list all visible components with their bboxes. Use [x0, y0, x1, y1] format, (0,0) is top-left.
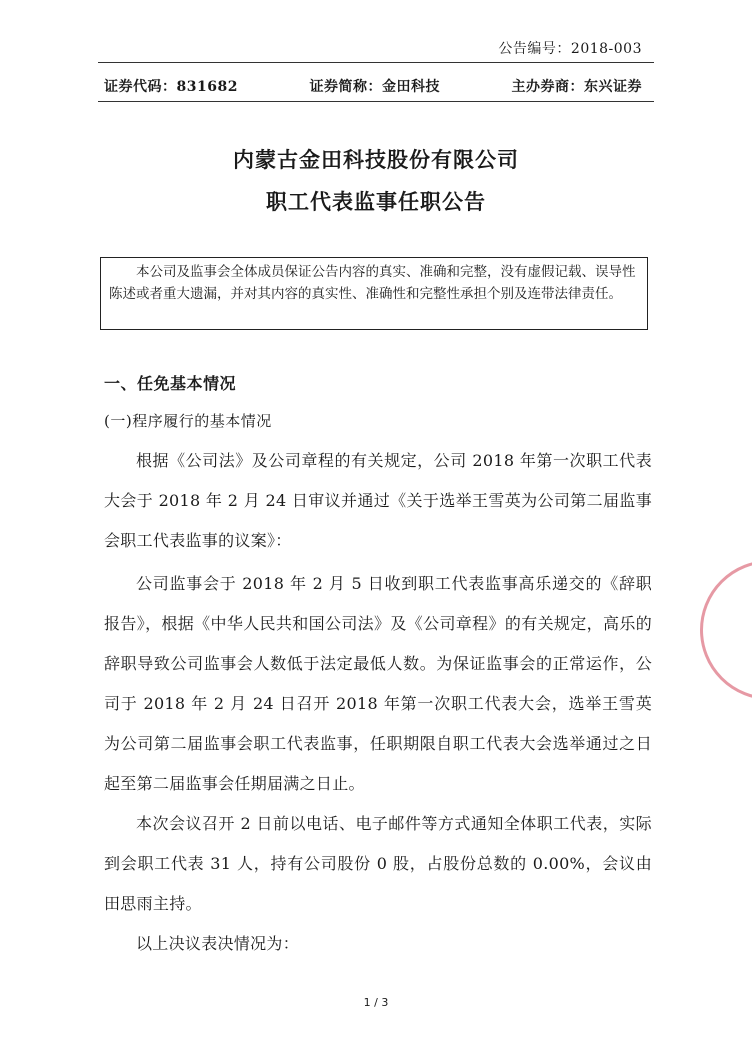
company-seal-stamp [700, 560, 752, 700]
company-title: 内蒙古金田科技股份有限公司 [233, 147, 519, 172]
paragraph: 本次会议召开 2 日前以电话、电子邮件等方式通知全体职工代表，实际到会职工代表 31 人，持有公司股份 0 股，占股份总数的 0.00%，会议由田思雨主持。 [104, 814, 652, 913]
paragraph: 公司监事会于 2018 年 2 月 5 日收到职工代表监事高乐递交的《辞职报告》，根据《中华人民共和国公司法》及《公司章程》的有关规定，高乐的辞职导致公司监事会人数低于法定最低人数。为保证监事会的正常运作，公司于 2018 年 2 月 24 日召开 2018 年第一次职工代表大会，选举王雪英为公司第二届监事会职工代表监事，任职期限自职工代表大会选举通过之日起至第二届监事会任期届满之日止。 [104, 574, 652, 793]
security-code: 证券代码：831682 [104, 79, 238, 95]
security-info-row [104, 76, 642, 96]
header-rule-top [98, 62, 654, 63]
security-abbreviation: 证券简称：金田科技 [309, 79, 440, 95]
paragraph: 以上决议表决情况为： [136, 934, 300, 953]
section-heading: 一、任免基本情况 [104, 374, 237, 393]
paragraph: 根据《公司法》及公司章程的有关规定，公司 2018 年第一次职工代表大会于 2018 年 2 月 24 日审议并通过《关于选举王雪英为公司第二届监事会职工代表监事的议案》： [104, 451, 652, 550]
header-rule-bottom [98, 101, 654, 102]
announcement-title: 职工代表监事任职公告 [266, 189, 486, 214]
sponsor-broker: 主办券商：东兴证券 [511, 79, 642, 95]
disclaimer-box: 本公司及监事会全体成员保证公告内容的真实、准确和完整，没有虚假记载、误导性陈述或者重大遗漏，并对其内容的真实性、准确性和完整性承担个别及连带法律责任。 [100, 257, 648, 330]
page-number: 1 / 3 [363, 996, 389, 1009]
notice-number: 公告编号：2018-003 [498, 41, 642, 57]
section-subheading: (一)程序履行的基本情况 [104, 412, 272, 430]
